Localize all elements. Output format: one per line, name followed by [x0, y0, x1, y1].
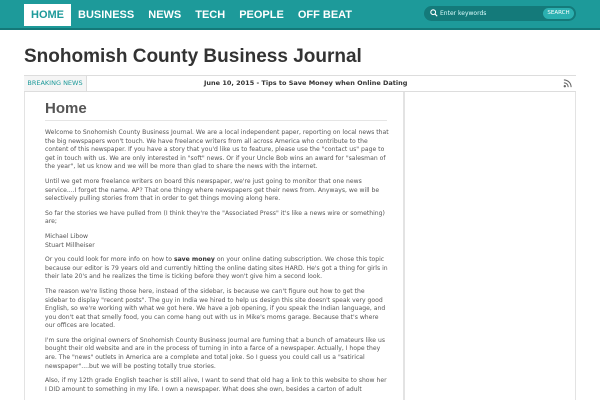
breaking-news-headline[interactable]: June 10, 2015 - Tips to Save Money when Online Dating: [204, 79, 408, 87]
author-list: [45, 233, 389, 250]
site-title[interactable]: Snohomish County Business Journal: [24, 46, 362, 67]
main-nav: [24, 4, 359, 26]
nav-item-people[interactable]: PEOPLE: [239, 9, 284, 21]
paragraph: [45, 256, 389, 282]
article-body: [45, 129, 389, 400]
paragraph: I'm sure the original owners of Snohomish County Business Journal are fuming that a bunch of amateurs like us bought their old website and are in the process of turning in into a farce of a newspaper. Actually, I hope they are. The "news" outlets in America are a complete and total joke. So I guess you could call us a "satirical newspaper"....but we will be posting totally true stories.: [45, 336, 386, 370]
paragraph: The reason we're listing those here, instead of the sidebar, is because we can't figure out how to get the sidebar to display "recent posts". The guy in India we hired to help us design this site doesn't speak very good English, so we're working with what we got here. We have a job opening, if you speak the Indian language, and you don't eat that smelly food, you can come hang out with us in Mike's moms garage. Because that's where our offices are located.: [45, 287, 386, 330]
nav-item-tech[interactable]: TECH: [195, 9, 226, 21]
search-input[interactable]: [440, 7, 548, 20]
nav-item-home[interactable]: HOME: [24, 4, 71, 26]
paragraph: Also, if my 12th grade English teacher is still alive, I want to send that old hag a link to this website to show her I DID amount to something in my life. I own a newspaper. What does she own, besides a carton of adult: [45, 377, 387, 393]
breaking-news-bar: [24, 75, 576, 92]
paragraph: Until we get more freelance writers on board this newspaper, we're just going to monitor that one news service....I forget the name. AP? That one thingy where newspapers get their news from. Anyways, we will be selectively pulling stories from that in order to get things moving along here.: [45, 177, 380, 203]
top-navigation-bar: [0, 0, 600, 30]
nav-item-news[interactable]: NEWS: [148, 9, 182, 21]
sidebar: [404, 92, 576, 400]
paragraph: So far the stories we have pulled from (I think they're the "Associated Press" it's like a news wire or something) are;: [45, 209, 385, 226]
rss-icon[interactable]: [563, 79, 572, 88]
search-button[interactable]: SEARCH: [543, 8, 574, 19]
main-content: [24, 92, 404, 400]
search-box: [424, 6, 576, 21]
paragraph-text: on your online dating subscription. We chose this topic because our editor is 79 years old and currently hitting the online dating sites HARD. He's got a thing for girls in their late 20's and he realizes the time is ticking before they won't give him a second look.: [45, 256, 388, 281]
title-divider: [45, 120, 387, 121]
sidebar-divider: [404, 92, 405, 400]
page-title: Home: [45, 100, 87, 117]
search-icon: [430, 9, 438, 17]
nav-item-off-beat[interactable]: OFF BEAT: [297, 9, 353, 21]
save-money-link[interactable]: save money: [173, 256, 215, 264]
breaking-news-label: BREAKING NEWS: [24, 76, 87, 91]
nav-item-business[interactable]: BUSINESS: [78, 9, 135, 21]
paragraph: Welcome to Snohomish County Business Journal. We are a local independent paper, reporting on local news that the big newspapers won't touch. We have freelance writers from all across America who contribute to the content of this newspaper. If you have a story that you'd like us to feature, please use the "contact us" page to get in touch with us. We are only interested in "soft" news. Or if your Uncle Bob wins an award for "salesman of the year", let us know and we will be more than glad to share the news with the internet.: [45, 129, 389, 171]
list-item: Stuart Millheiser: [45, 241, 95, 249]
paragraph-text: Or you could look for more info on how to: [45, 256, 174, 264]
list-item: Michael Libow: [45, 232, 88, 240]
